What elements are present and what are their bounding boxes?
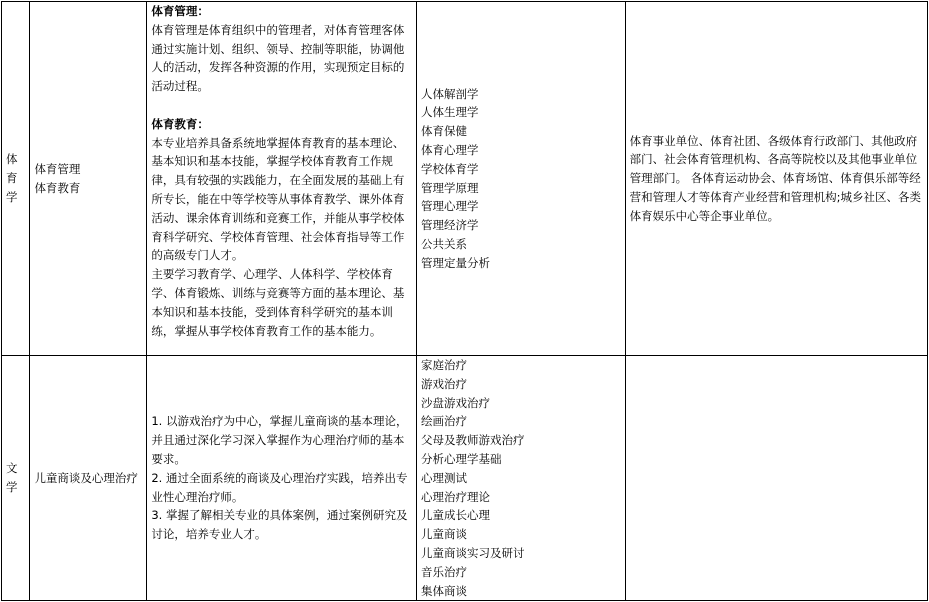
course-item: 人体生理学	[421, 105, 479, 120]
major-name: 体育管理	[34, 161, 81, 176]
table-row	[2, 356, 928, 601]
major-name: 儿童商谈及心理治疗	[34, 470, 138, 485]
course-item: 音乐治疗	[421, 564, 468, 579]
course-item: 游戏治疗	[421, 376, 468, 391]
curriculum-table	[1, 1, 928, 601]
section-title: 体育管理：	[151, 4, 209, 18]
course-item: 体育心理学	[421, 142, 479, 157]
course-item: 沙盘游戏治疗	[421, 395, 491, 410]
course-item: 人体解剖学	[421, 86, 479, 101]
section-text: 主要学习教育学、心理学、人体科学、学校体育学、体育锻炼、训练与竞赛等方面的基本理论、基本知识和基本技能，受到体育科学研究的基本训练，掌握从事学校体育教育工作的基本能力。	[151, 267, 405, 338]
course-item: 家庭治疗	[421, 358, 468, 372]
course-item: 管理学原理	[421, 180, 479, 195]
courses-cell	[417, 2, 626, 356]
category-cell	[2, 2, 30, 356]
course-item: 儿童成长心理	[421, 508, 491, 523]
section-text: 本专业培养具备系统地掌握体育教育的基本理论、基本知识和基本技能，掌握学校体育教育工作规律，具有较强的实践能力，在全面发展的基础上有所专长，能在中等学校等从事体育教学、课外体育活动、课余体育训练和竞赛工作，并能从事学校体育科学研究、学校体育管理、社会体育指导等工作的高级专门人才。	[151, 135, 405, 263]
course-item: 父母及教师游戏治疗	[421, 433, 525, 448]
course-item: 公共关系	[421, 236, 468, 251]
employment-text: 体育事业单位、体育社团、各级体育行政部门、其他政府部门、社会体育管理机构、各高等院校以及其他事业单位管理部门。 各体育运动协会、体育场馆、体育俱乐部等经营和管理人才等体育产业经营和管理机构;城乡社区、各类体育娱乐中心等企事业单位。	[629, 133, 921, 223]
description-item: 2. 通过全面系统的商谈及心理治疗实践，培养出专业性心理治疗师。	[151, 470, 408, 504]
course-item: 心理测试	[421, 470, 468, 485]
category-cell	[2, 356, 30, 601]
description-cell	[147, 356, 417, 601]
table-row	[2, 2, 928, 356]
category-text: 体育学	[6, 152, 18, 204]
course-item: 管理经济学	[421, 218, 479, 233]
category-text: 文学	[6, 461, 18, 495]
major-cell	[30, 356, 147, 601]
section-text: 体育管理是体育组织中的管理者，对体育管理客体通过实施计划、组织、领导、控制等职能，协调他人的活动，发挥各种资源的作用，实现预定目标的活动过程。	[151, 22, 405, 94]
spacer	[151, 96, 412, 115]
major-name: 体育教育	[34, 180, 81, 195]
course-item: 心理治疗理论	[421, 489, 491, 504]
employment-cell	[625, 356, 927, 601]
course-item: 集体商谈	[421, 583, 468, 598]
description-item: 3. 掌握了解相关专业的具体案例，通过案例研究及讨论，培养专业人才。	[151, 508, 408, 542]
course-item: 绘画治疗	[421, 414, 468, 429]
section-title: 体育教育：	[151, 116, 209, 131]
description-cell	[147, 2, 417, 356]
course-item: 体育保健	[421, 124, 468, 139]
course-item: 管理心理学	[421, 199, 479, 214]
course-item: 儿童商谈实习及研讨	[421, 545, 525, 560]
description-item: 1. 以游戏治疗为中心，掌握儿童商谈的基本理论，并且通过深化学习深入掌握作为心理治疗师的基本要求。	[151, 414, 408, 466]
course-item: 分析心理学基础	[421, 451, 502, 466]
course-item: 儿童商谈	[421, 527, 468, 542]
major-cell	[30, 2, 147, 356]
course-item: 管理定量分析	[421, 255, 491, 270]
course-item: 学校体育学	[421, 161, 479, 176]
employment-cell	[625, 2, 927, 356]
courses-cell	[417, 356, 626, 601]
